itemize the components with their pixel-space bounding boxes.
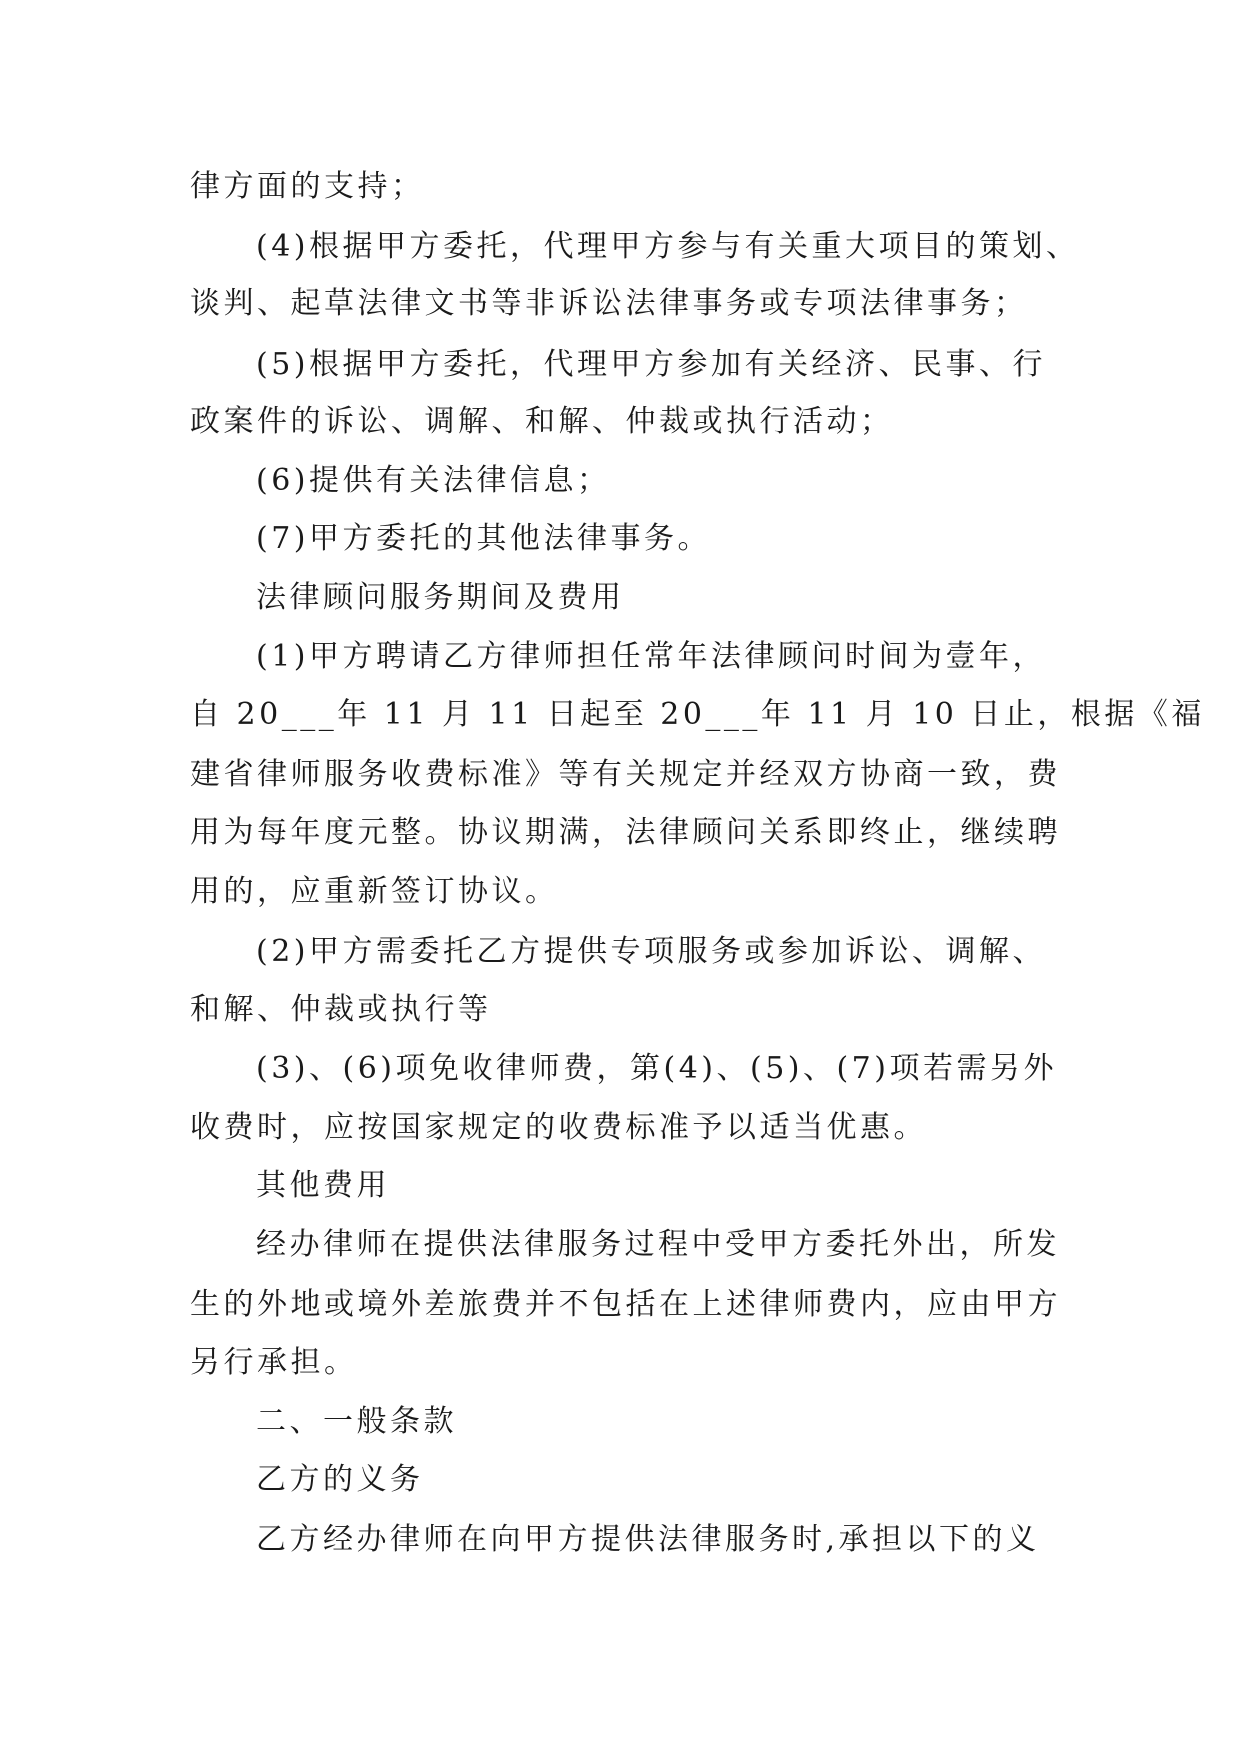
section-heading: 其他费用 [256,1168,390,1203]
text-line: (3)、(6)项免收律师费，第(4)、(5)、(7)项若需另外 [256,1051,1057,1086]
section-heading: 法律顾问服务期间及费用 [256,580,625,615]
section-heading: 二、一般条款 [256,1404,457,1439]
text-line: (1)甲方聘请乙方律师担任常年法律顾问时间为壹年， [256,639,1046,674]
text-line: 自 20___年 11 月 11 日起至 20___年 11 月 10 日止，根据《福 [190,697,1205,732]
text-line: (7)甲方委托的其他法律事务。 [256,521,711,556]
text-line: 谈判、起草法律文书等非诉讼法律事务或专项法律事务； [190,286,1028,321]
text-line: 生的外地或境外差旅费并不包括在上述律师费内，应由甲方 [190,1287,1061,1322]
text-line: 律方面的支持； [190,169,425,204]
text-line: (5)根据甲方委托，代理甲方参加有关经济、民事、行 [256,347,1046,382]
text-line: 建省律师服务收费标准》等有关规定并经双方协商一致，费 [190,757,1061,792]
text-line: 收费时，应按国家规定的收费标准予以适当优惠。 [190,1110,927,1145]
text-line: 用的，应重新签订协议。 [190,874,559,909]
text-line: (4)根据甲方委托，代理甲方参与有关重大项目的策划、 [256,229,1080,264]
section-heading: 乙方的义务 [256,1462,424,1497]
text-line: 乙方经办律师在向甲方提供法律服务时,承担以下的义 [256,1522,1040,1557]
text-line: (6)提供有关法律信息； [256,463,611,498]
text-line: 经办律师在提供法律服务过程中受甲方委托外出，所发 [256,1227,1060,1262]
text-line: 另行承担。 [190,1345,358,1380]
text-line: (2)甲方需委托乙方提供专项服务或参加诉讼、调解、 [256,934,1046,969]
text-line: 和解、仲裁或执行等 [190,992,492,1027]
text-line: 政案件的诉讼、调解、和解、仲裁或执行活动； [190,404,894,439]
text-line: 用为每年度元整。协议期满，法律顾问关系即终止，继续聘 [190,815,1061,850]
